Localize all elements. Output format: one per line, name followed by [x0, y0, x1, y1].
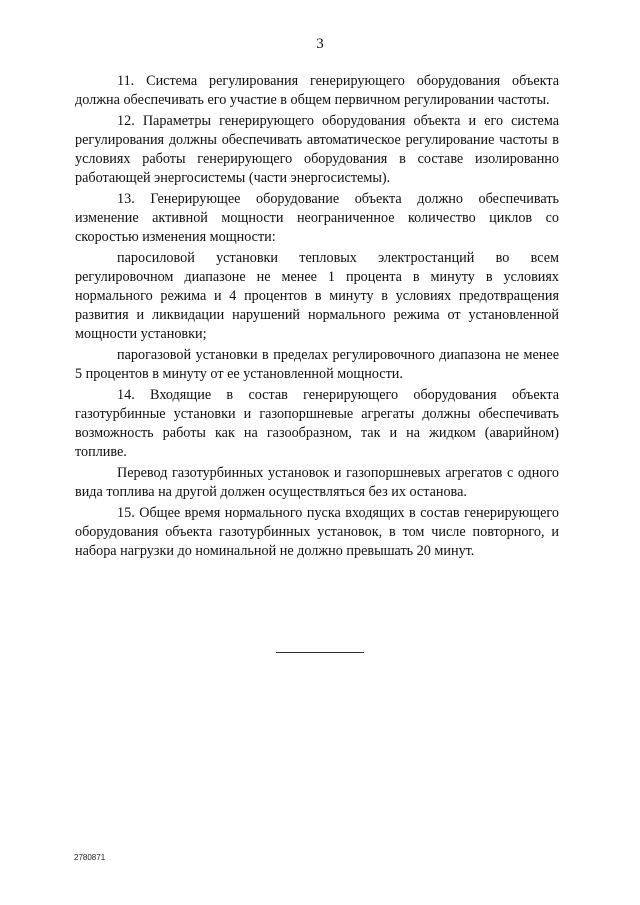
paragraph-13: 13. Генерирующее оборудование объекта должно обеспечивать изменение активной мощности неограниченное количество циклов со скоростью изменения мощности: — [75, 191, 559, 245]
paragraph-14-fuel-switch: Перевод газотурбинных установок и газопоршневых агрегатов с одного вида топлива на другой должен осуществляться без их останова. — [75, 465, 559, 500]
paragraph-13-combined-cycle: парогазовой установки в пределах регулировочного диапазона не менее 5 процентов в минуту от ее установленной мощности. — [75, 347, 559, 382]
end-divider — [276, 652, 364, 653]
page-number: 3 — [316, 36, 324, 52]
document-body — [75, 72, 559, 563]
paragraph-12: 12. Параметры генерирующего оборудования объекта и его система регулирования должны обеспечивать автоматическое регулирование частоты в условиях работы генерирующего оборудования в составе изолированно работающей энергосистемы (части энергосистемы). — [75, 113, 559, 186]
paragraph-15: 15. Общее время нормального пуска входящих в состав генерирующего оборудования объекта газотурбинных установок, в том числе повторного, и набора нагрузки до номинальной не должно превышать 20 минут. — [75, 505, 559, 559]
paragraph-14: 14. Входящие в состав генерирующего оборудования объекта газотурбинные установки и газопоршневые агрегаты должны обеспечивать возможность работы как на газообразном, так и на жидком (аварийном) топливе. — [75, 387, 559, 460]
paragraph-13-steam: паросиловой установки тепловых электростанций во всем регулировочном диапазоне не менее 1 процента в минуту в условиях нормального режима и 4 процентов в минуту в условиях предотвращения развития и ликвидации нарушений нормального режима от установленной мощности установки; — [75, 250, 559, 342]
paragraph-11: 11. Система регулирования генерирующего оборудования объекта должна обеспечивать его участие в общем первичном регулировании частоты. — [75, 73, 559, 108]
document-code: 2780871 — [74, 853, 106, 862]
